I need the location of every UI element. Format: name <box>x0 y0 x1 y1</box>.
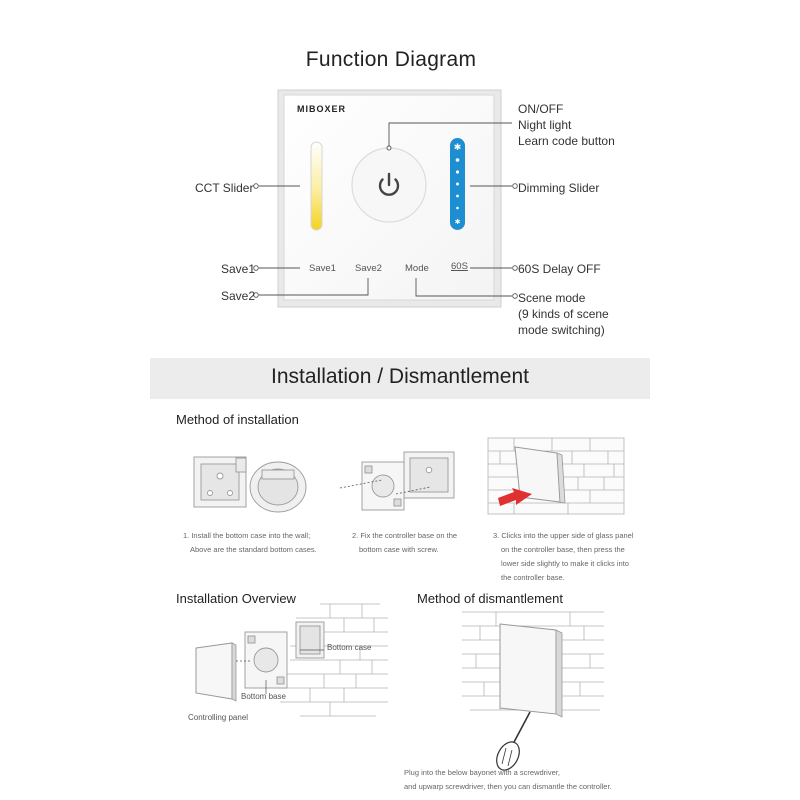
dismantle-line2: and upwarp screwdriver, then you can dismantle the controller. <box>404 782 612 791</box>
installation-title: Installation / Dismantlement <box>271 365 529 388</box>
save1-button[interactable]: Save1 <box>309 263 336 274</box>
callout-dimming-slider: Dimming Slider <box>518 181 600 195</box>
install-step-3 <box>493 529 663 585</box>
install-step-1-line2: Above are the standard bottom cases. <box>190 545 317 554</box>
install-step-3-line2: on the controller base, then press the <box>501 545 625 554</box>
function-diagram-title: Function Diagram <box>305 48 477 71</box>
dimming-slider[interactable] <box>450 138 465 230</box>
install-step-1-line1: 1. Install the bottom case into the wall; <box>183 531 311 540</box>
callout-save1: Save1 <box>221 262 256 276</box>
save2-button[interactable]: Save2 <box>355 263 382 274</box>
method-of-installation-heading: Method of installation <box>176 412 299 427</box>
label-controlling-panel: Controlling panel <box>188 713 249 722</box>
installation-overview-heading: Installation Overview <box>176 591 296 606</box>
bottom-case-illustration <box>194 457 306 512</box>
bottom-base-overview <box>245 632 287 688</box>
screwdriver-icon <box>492 712 530 774</box>
callout-cct-slider: CCT Slider <box>195 181 254 195</box>
dismantle-instructions <box>404 766 644 794</box>
callout-scene-line3: mode switching) <box>518 323 605 337</box>
mode-button[interactable]: Mode <box>405 263 429 274</box>
delay-button[interactable]: 60S <box>451 261 468 272</box>
bottom-case-overview <box>296 622 324 658</box>
install-step-3-line3: lower side slightly to make it clicks into <box>501 559 629 568</box>
dismantle-line1: Plug into the below bayonet with a screwdriver, <box>404 768 560 777</box>
power-button[interactable] <box>352 148 426 222</box>
callout-scene-line2: (9 kinds of scene <box>518 307 609 321</box>
method-of-dismantlement-heading: Method of dismantlement <box>417 591 563 606</box>
brand-logo: MIBOXER <box>297 104 347 114</box>
dismantle-panel <box>500 624 562 717</box>
callout-power-line2: Night light <box>518 118 572 132</box>
install-step-2-line1: 2. Fix the controller base on the <box>352 531 458 540</box>
label-bottom-base: Bottom base <box>241 692 286 701</box>
install-step-1 <box>183 529 353 557</box>
brick-wall-overview <box>280 604 388 716</box>
install-step-2-line2: bottom case with screw. <box>359 545 439 554</box>
install-step-2 <box>352 529 482 557</box>
callout-scene-line1: Scene mode <box>518 291 586 305</box>
svg-text:✱: ✱ <box>453 143 462 153</box>
install-step-3-line4: the controller base. <box>501 573 565 582</box>
callout-delay-off: 60S Delay OFF <box>518 262 601 276</box>
label-bottom-case: Bottom case <box>327 643 372 652</box>
cct-slider[interactable] <box>311 142 322 230</box>
callout-power-line1: ON/OFF <box>518 102 564 116</box>
install-step-3-line1: 3. Clicks into the upper side of glass panel <box>493 531 634 540</box>
callout-save2: Save2 <box>221 289 256 303</box>
svg-text:✱: ✱ <box>454 218 461 226</box>
callout-power-line3: Learn code button <box>518 134 615 148</box>
controlling-panel-overview <box>196 643 236 701</box>
